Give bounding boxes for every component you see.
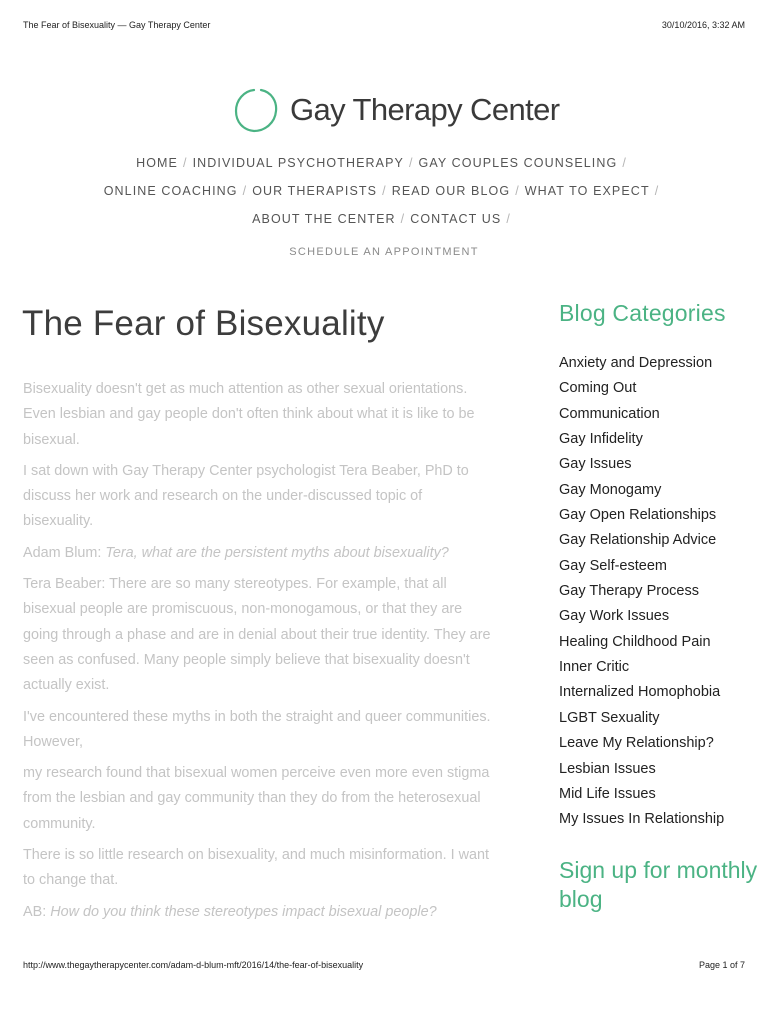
category-link[interactable]: Gay Issues: [559, 456, 632, 473]
nav-read-our-blog[interactable]: READ OUR BLOG: [391, 184, 511, 198]
nav-separator: /: [242, 184, 248, 198]
nav-our-therapists[interactable]: OUR THERAPISTS: [252, 184, 378, 198]
nav-row: [90, 178, 678, 206]
post-paragraph: [23, 761, 493, 837]
category-link[interactable]: Anxiety and Depression: [559, 355, 713, 371]
category-link[interactable]: Mid Life Issues: [559, 785, 656, 802]
blog-categories-heading: Blog Categories: [559, 300, 726, 326]
category-link[interactable]: Gay Therapy Process: [559, 583, 699, 600]
nav-separator: /: [515, 184, 520, 198]
category-link[interactable]: Leave My Relationship?: [559, 735, 714, 752]
nav-what-to-expect[interactable]: WHAT TO EXPECT: [524, 184, 650, 198]
paragraph-text: There is so little research on bisexuality, and much misinformation. I want to change that.: [23, 847, 490, 889]
post-body: [23, 377, 493, 931]
nav-separator: /: [654, 184, 660, 198]
post-paragraph: [23, 705, 493, 756]
category-link[interactable]: Healing Childhood Pain: [559, 633, 711, 650]
sidebar: [559, 300, 759, 914]
category-link[interactable]: Gay Open Relationships: [559, 507, 717, 524]
category-link[interactable]: Coming Out: [559, 380, 637, 397]
post-paragraph: [23, 459, 493, 535]
paragraph-text: my research found that bisexual women perceive even more even stigma from the lesbian and gay community than they do from the heterosexual community.: [23, 765, 490, 832]
post-title: The Fear of Bisexuality: [22, 304, 385, 343]
site-logo[interactable]: [0, 86, 768, 136]
category-link[interactable]: Gay Self-esteem: [559, 557, 667, 574]
speaker-label: Adam Blum:: [23, 544, 106, 561]
nav-separator: /: [400, 212, 406, 226]
category-list: [559, 351, 759, 833]
main-nav: [90, 150, 678, 234]
signup-heading: Sign up for monthly blog: [559, 856, 758, 912]
print-footer: [23, 960, 745, 974]
nav-about-the-center[interactable]: ABOUT THE CENTER: [252, 212, 396, 226]
schedule-appointment-link[interactable]: SCHEDULE AN APPOINTMENT: [289, 246, 479, 258]
category-link[interactable]: LGBT Sexuality: [559, 709, 660, 726]
post-paragraph: [23, 843, 493, 894]
logo-circle-icon: [233, 86, 279, 134]
print-header-date: 30/10/2016, 3:32 AM: [661, 20, 745, 30]
category-link[interactable]: Gay Infidelity: [559, 431, 643, 448]
nav-separator: /: [408, 156, 414, 170]
speaker-label: AB:: [23, 903, 51, 920]
paragraph-text: I sat down with Gay Therapy Center psychologist Tera Beaber, PhD to discuss her work and research on the under-discussed topic of bisexuality.: [23, 462, 469, 530]
category-link[interactable]: Internalized Homophobia: [559, 684, 721, 701]
nav-separator: /: [506, 212, 511, 226]
paragraph-text: I've encountered these myths in both the straight and queer communities. However,: [23, 708, 491, 750]
category-link[interactable]: My Issues In Relationship: [559, 811, 725, 828]
nav-contact-us[interactable]: CONTACT US: [410, 212, 502, 226]
nav-gay-couples-counseling[interactable]: GAY COUPLES COUNSELING: [418, 156, 618, 170]
site-name: Gay Therapy Center: [290, 92, 560, 127]
category-link[interactable]: Gay Relationship Advice: [559, 532, 717, 549]
nav-separator: /: [622, 156, 627, 170]
category-link[interactable]: Gay Work Issues: [559, 608, 670, 625]
category-link[interactable]: Gay Monogamy: [559, 481, 662, 498]
print-footer-page: Page 1 of 7: [698, 960, 745, 970]
print-header: [23, 20, 745, 36]
post-paragraph: [23, 572, 493, 698]
nav-online-coaching[interactable]: ONLINE COACHING: [103, 184, 238, 198]
nav-home[interactable]: HOME: [136, 156, 178, 170]
nav-row: [90, 150, 678, 178]
post-paragraph: [23, 541, 493, 566]
category-link[interactable]: Inner Critic: [559, 659, 630, 676]
nav-individual-psychotherapy[interactable]: INDIVIDUAL PSYCHOTHERAPY: [192, 156, 404, 170]
category-link[interactable]: Lesbian Issues: [559, 760, 656, 777]
post-paragraph: [23, 377, 493, 453]
print-header-title: The Fear of Bisexuality — Gay Therapy Center: [23, 20, 211, 30]
print-footer-url: http://www.thegaytherapycenter.com/adam-d-blum-mft/2016/14/the-fear-of-bisexuality: [23, 960, 364, 970]
interview-question: How do you think these stereotypes impact bisexual people?: [50, 903, 437, 920]
paragraph-text: Tera Beaber: There are so many stereotypes. For example, that all bisexual people are promiscuous, non-monogamous, or that they are going through a phase and are in denial about their true identity. They are seen as confused. Many people simply believe that bisexuality doesn't actually exist.: [23, 576, 491, 694]
post-paragraph: [23, 900, 493, 925]
nav-row: [90, 206, 678, 234]
interview-question: Tera, what are the persistent myths about bisexuality?: [105, 544, 449, 561]
paragraph-text: Bisexuality doesn't get as much attention as other sexual orientations. Even lesbian and gay people don't often think about what it is like to be bisexual.: [23, 381, 475, 448]
category-link[interactable]: Communication: [559, 405, 660, 422]
nav-separator: /: [382, 184, 387, 198]
nav-separator: /: [182, 156, 188, 170]
